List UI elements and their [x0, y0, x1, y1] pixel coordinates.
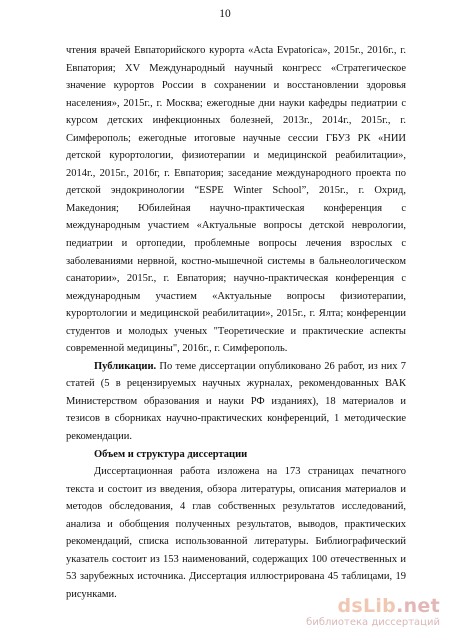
publications-text: По теме диссертации опубликовано 26 работ, из них 7 статей (5 в рецензируемых научных журналах, рекомендованных ВАК Министерством образования и науки РФ изданиях), 18 материалов и тезисов в сборниках научно-практических конференций, 1 методические рекомендации.	[66, 360, 406, 443]
structure-heading: Объем и структура диссертации	[94, 448, 248, 460]
watermark-logo	[300, 595, 440, 617]
document-body	[66, 42, 406, 604]
watermark-logo-part2: .net	[396, 595, 440, 617]
publications-paragraph	[66, 358, 406, 446]
structure-paragraph: Диссертационная работа изложена на 173 страницах печатного текста и состоит из введения, обзора литературы, описания материалов и методов обследования, 4 глав собственных результатов исследований, анализа и обобщения полученных результатов, выводов, практических рекомендаций, списка использованной литературы. Библиографический указатель состоит из 153 наименований, содержащих 100 отечественных и 53 зарубежных источника. Диссертация иллюстрирована 45 таблицами, 19 рисунками.	[66, 466, 406, 600]
watermark-subtitle: библиотека диссертаций	[306, 617, 440, 628]
publications-label: Публикации.	[94, 360, 157, 372]
conferences-paragraph: чтения врачей Евпаторийского курорта «Acta Evpatorica», 2015г., 2016г., г. Евпатория; XV Международный научный конгресс «Стратегическое значение курортов России в сохранении и восстановлении здоровья населения», 2015г., г. Москва; ежегодные дни науки кафедры педиатрии с курсом детских инфекционных болезней, 2013г., 2014г., 2015г., г. Симферополь; ежегодные итоговые научные сессии ГБУЗ РК «НИИ детской курортологии, физиотерапии и медицинской реабилитации», 2014г., 2015г., 2016г, г. Евпатория; заседание международного проекта по детской эндокринологии “ESPE Winter School”, 2015г., г. Охрид, Македония; Юбилейная научно-практическая конференция с международным участием «Актуальные вопросы детской неврологии, педиатрии и ортопедии, проблемные вопросы лечения взрослых с заболеваниями нервной, костно-мышечной системы в бальнеологическом санатории», 2015г., г. Евпатория; научно-практическая конференция с международным участием «Актуальные вопросы физиотерапии, курортологии и медицинской реабилитации», 2015г., г. Ялта; конференции студентов и молодых ученых "Теоретические и практические аспекты современной медицины", 2016г., г. Симферополь.	[66, 45, 406, 355]
page-number: 10	[219, 8, 231, 20]
dslib-watermark	[300, 595, 440, 629]
watermark-logo-part1: dsLib	[337, 595, 397, 617]
